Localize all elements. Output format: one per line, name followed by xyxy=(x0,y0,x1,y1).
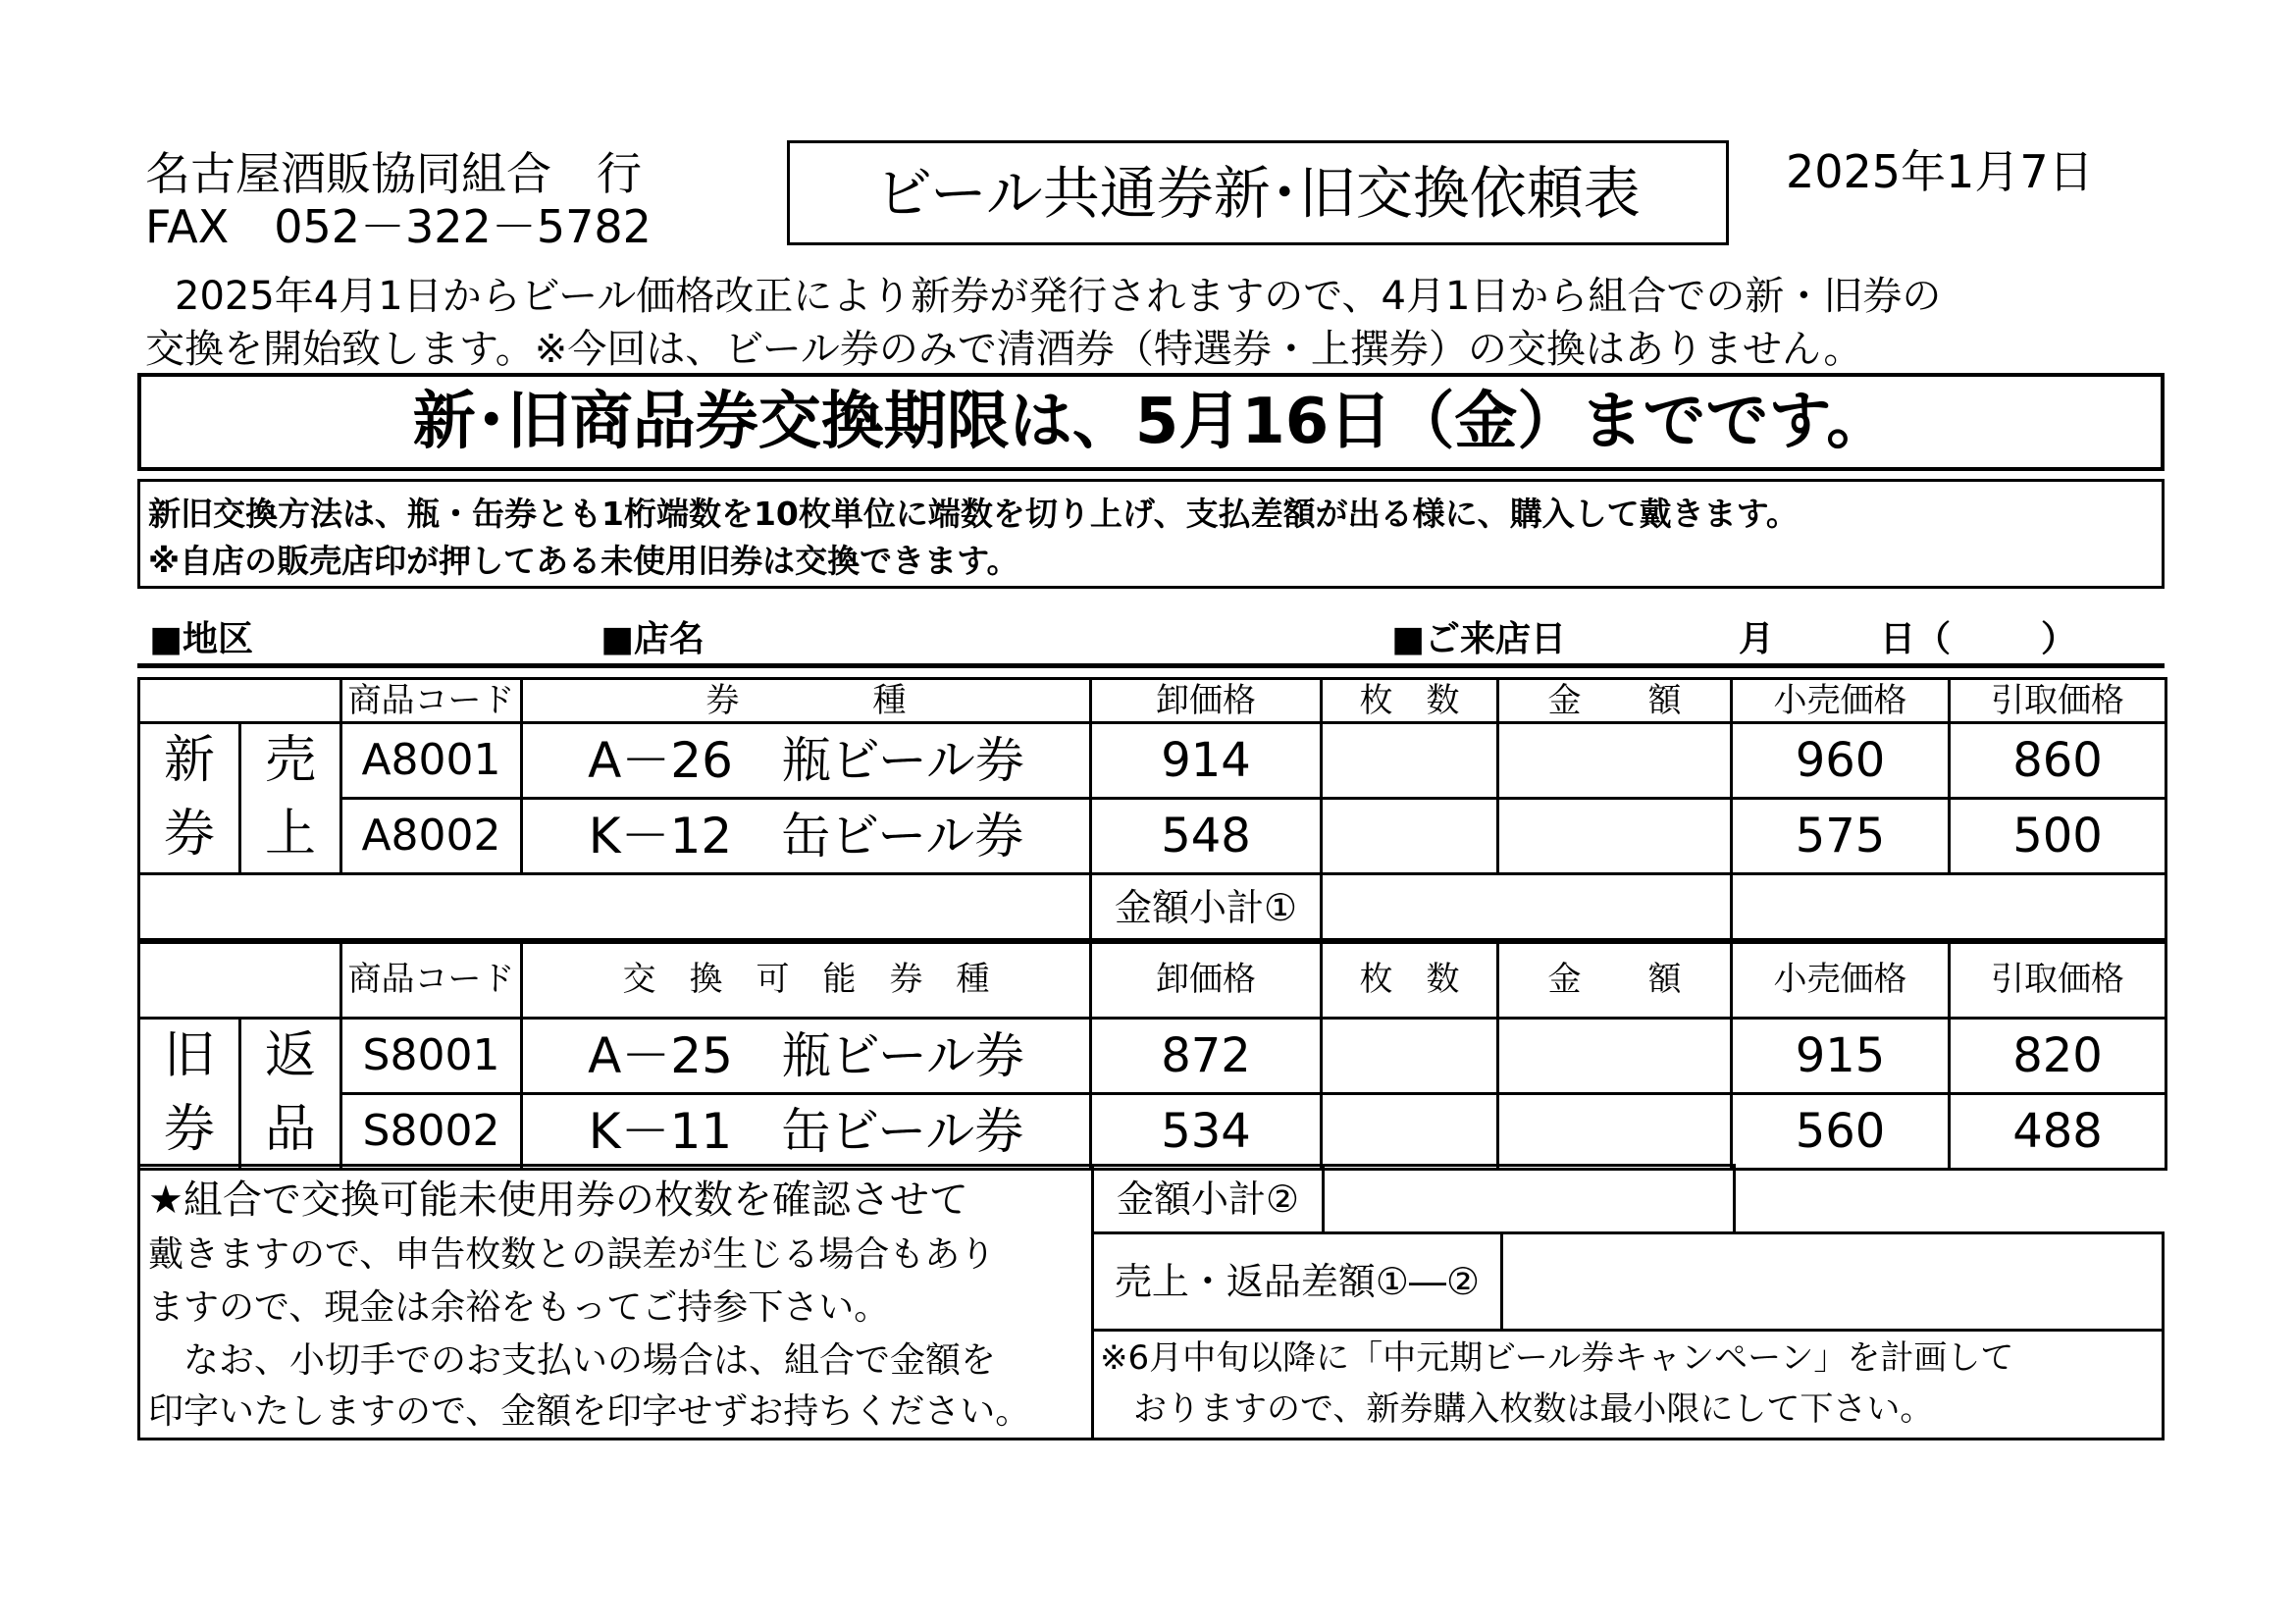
header-amount: 金 額 xyxy=(1498,679,1732,723)
wholesale-price: 872 xyxy=(1091,1019,1322,1094)
product-code: A8001 xyxy=(341,723,522,799)
pickup-price: 500 xyxy=(1950,798,2166,873)
count-cell[interactable] xyxy=(1322,1093,1498,1169)
notes-line-1: ★組合で交換可能未使用券の枚数を確認させて xyxy=(148,1178,968,1223)
table-row xyxy=(139,723,2166,799)
visit-close-paren: ） xyxy=(2041,619,2077,659)
section-label-sales-text: 売上 xyxy=(264,731,316,864)
count-cell[interactable] xyxy=(1322,1019,1498,1094)
retail-price: 560 xyxy=(1732,1093,1950,1169)
visit-month-label: 月 xyxy=(1739,619,1775,659)
deadline-text: 新･旧商品券交換期限は、5月16日（金）までです。 xyxy=(412,386,1890,458)
amount-cell[interactable] xyxy=(1498,723,1732,799)
subtotal-spacer xyxy=(139,873,1091,942)
notes-line-2: 戴きますので、申告枚数との誤差が生じる場合もあり xyxy=(148,1234,996,1275)
pickup-price: 820 xyxy=(1950,1019,2166,1094)
section-label-new-text: 新券 xyxy=(163,731,215,864)
form-title-text: ビール共通券新･旧交換依頼表 xyxy=(875,159,1641,227)
section-label-old xyxy=(139,1019,240,1170)
retail-price: 915 xyxy=(1732,1019,1950,1094)
section-label-returns xyxy=(240,1019,341,1170)
header-kind: 交 換 可 能 券 種 xyxy=(522,940,1091,1019)
shop-name-label: ■店名 xyxy=(600,619,705,659)
amount-cell[interactable] xyxy=(1498,1019,1732,1094)
product-code: S8001 xyxy=(341,1019,522,1094)
subtotal-row xyxy=(139,873,2166,942)
table-row xyxy=(139,1093,2166,1169)
deadline-banner xyxy=(137,373,2165,471)
method-line-1: 新旧交換方法は、瓶・缶券とも1桁端数を10枚単位に端数を切り上げ、支払差額が出る様に、購入して戴きます。 xyxy=(148,495,1799,533)
table-header-row xyxy=(139,679,2166,723)
pickup-price: 488 xyxy=(1950,1093,2166,1169)
subtotal-2-label-cell xyxy=(1091,1164,1325,1234)
method-line-2: ※自店の販売店印が押してある未使用旧券は交換できます。 xyxy=(148,542,1019,580)
notes-line-3: ますので、現金は余裕をもってご持参下さい。 xyxy=(148,1287,890,1328)
header-retail: 小売価格 xyxy=(1732,679,1950,723)
subtotal-blank xyxy=(1732,873,2166,942)
header-code: 商品コード xyxy=(341,940,522,1019)
section-label-sales xyxy=(240,723,341,874)
visit-day-label: 日（ xyxy=(1880,619,1952,659)
section-label-returns-text: 返品 xyxy=(264,1026,316,1160)
campaign-note-line-1: ※6月中旬以降に「中元期ビール券キャンペーン」を計画して xyxy=(1100,1338,2014,1378)
count-cell[interactable] xyxy=(1322,798,1498,873)
header-pickup: 引取価格 xyxy=(1950,679,2166,723)
pickup-price: 860 xyxy=(1950,723,2166,799)
ticket-name: A－26 瓶ビール券 xyxy=(522,723,1091,799)
issue-date: 2025年1月7日 xyxy=(1786,145,2094,198)
header-amount: 金 額 xyxy=(1498,940,1732,1019)
wholesale-price: 548 xyxy=(1091,798,1322,873)
wholesale-price: 914 xyxy=(1091,723,1322,799)
wholesale-price: 534 xyxy=(1091,1093,1322,1169)
header-retail: 小売価格 xyxy=(1732,940,1950,1019)
amount-cell[interactable] xyxy=(1498,798,1732,873)
product-code: A8002 xyxy=(341,798,522,873)
campaign-note-line-2: おりますので、新券購入枚数は最小限にして下さい。 xyxy=(1100,1389,1934,1429)
header-kind: 券 種 xyxy=(522,679,1091,723)
ticket-name: K－11 缶ビール券 xyxy=(522,1093,1091,1169)
header-pickup: 引取価格 xyxy=(1950,940,2166,1019)
ticket-name: A－25 瓶ビール券 xyxy=(522,1019,1091,1094)
exchange-method-box xyxy=(137,479,2165,589)
form-title xyxy=(787,140,1729,245)
info-divider xyxy=(137,663,2165,668)
retail-price: 575 xyxy=(1732,798,1950,873)
table-header-row xyxy=(139,940,2166,1019)
section-label-old-text: 旧券 xyxy=(163,1026,215,1160)
amount-cell[interactable] xyxy=(1498,1093,1732,1169)
fax-number: FAX 052－322－5782 xyxy=(145,200,652,253)
subtotal-2-value[interactable] xyxy=(1322,1164,1736,1234)
subtotal-1-value[interactable] xyxy=(1322,873,1732,942)
notice-line-2: 交換を開始致します。※今回は、ビール券のみで清酒券（特選券・上撰券）の交換はありません。 xyxy=(145,327,1863,372)
new-tickets-table xyxy=(137,677,2167,944)
header-wholesale: 卸価格 xyxy=(1091,679,1322,723)
district-label: ■地区 xyxy=(149,619,254,659)
subtotal-2-label: 金額小計② xyxy=(1116,1178,1300,1221)
section-label-new xyxy=(139,723,240,874)
header-count: 枚 数 xyxy=(1322,679,1498,723)
old-tickets-table xyxy=(137,938,2167,1171)
header-corner xyxy=(139,679,341,723)
table-row xyxy=(139,798,2166,873)
notice-line-1: 2025年4月1日からビール価格改正により新券が発行されますので、4月1日から組合での新・旧券の xyxy=(175,274,1942,319)
addressee: 名古屋酒販協同組合 行 xyxy=(145,147,642,200)
subtotal-1-label: 金額小計① xyxy=(1091,873,1322,942)
difference-label-cell xyxy=(1091,1231,1503,1332)
header-wholesale: 卸価格 xyxy=(1091,940,1322,1019)
product-code: S8002 xyxy=(341,1093,522,1169)
table-row xyxy=(139,1019,2166,1094)
header-code: 商品コード xyxy=(341,679,522,723)
visit-date-label: ■ご来店日 xyxy=(1391,619,1567,659)
count-cell[interactable] xyxy=(1322,723,1498,799)
campaign-note-box xyxy=(1091,1329,2165,1440)
retail-price: 960 xyxy=(1732,723,1950,799)
notes-line-4: なお、小切手でのお支払いの場合は、組合で金額を xyxy=(148,1340,997,1381)
difference-label: 売上・返品差額①―② xyxy=(1114,1260,1481,1303)
ticket-name: K－12 缶ビール券 xyxy=(522,798,1091,873)
header-corner xyxy=(139,940,341,1019)
notes-line-5: 印字いたしますので、金額を印字せずお持ちください。 xyxy=(148,1391,1031,1432)
difference-value[interactable] xyxy=(1500,1231,2165,1332)
header-count: 枚 数 xyxy=(1322,940,1498,1019)
notes-box xyxy=(137,1164,1094,1440)
